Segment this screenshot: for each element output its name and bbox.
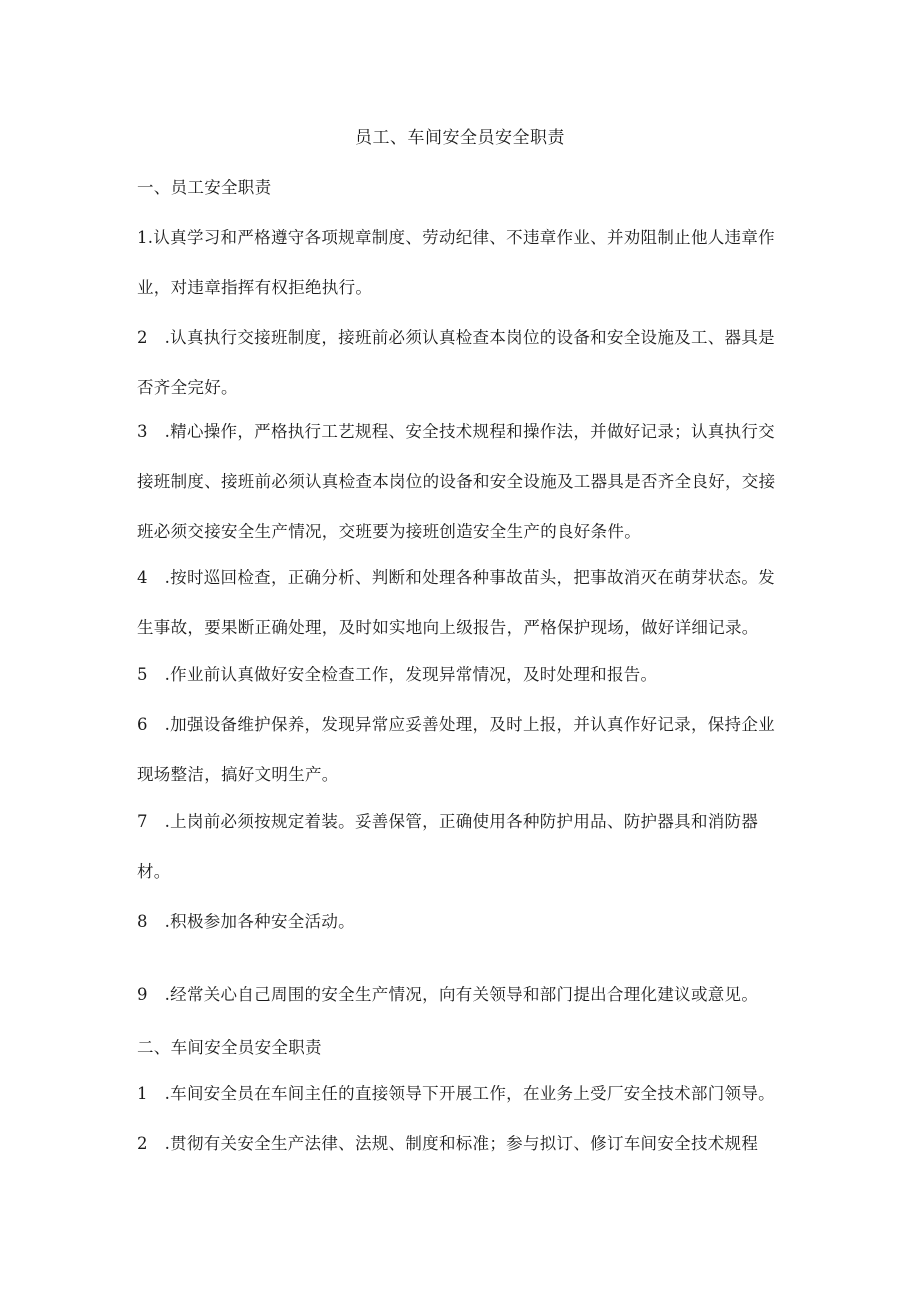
paragraph-line: 业，对违章指挥有权拒绝执行。 (137, 278, 373, 297)
paragraph-line: 2 .认真执行交接班制度，接班前必须认真检查本岗位的设备和安全设施及工、器具是 (137, 328, 775, 347)
paragraph-line: 4 .按时巡回检查，正确分析、判断和处理各种事故苗头，把事故消灭在萌芽状态。发 (137, 568, 775, 587)
paragraph-item-s2-2 (137, 1132, 787, 1182)
paragraph-line: 6 .加强设备维护保养，发现异常应妥善处理，及时上报，并认真作好记录，保持企业 (137, 715, 775, 734)
paragraph-line: 5 .作业前认真做好安全检查工作，发现异常情况，及时处理和报告。 (137, 665, 658, 684)
paragraph-line: 生事故，要果断正确处理，及时如实地向上级报告，严格保护现场，做好详细记录。 (137, 618, 759, 637)
paragraph-item-5 (137, 663, 787, 713)
paragraph-line: 材。 (137, 862, 171, 881)
paragraph-item-3 (137, 420, 787, 570)
paragraph-item-6 (137, 713, 787, 813)
document-title: 员工、车间安全员安全职责 (355, 128, 565, 148)
paragraph-line: 8 .积极参加各种安全活动。 (137, 912, 355, 931)
paragraph-item-2 (137, 326, 787, 426)
paragraph-item-s2-1 (137, 1082, 787, 1132)
paragraph-line: 9 .经常关心自己周围的安全生产情况，向有关领导和部门提出合理化建议或意见。 (137, 985, 759, 1004)
paragraph-line: 否齐全完好。 (137, 378, 238, 397)
paragraph-line: 7 .上岗前必须按规定着装。妥善保管，正确使用各种防护用品、防护器具和消防器 (137, 812, 759, 831)
section-heading-workshop-safety-officer: 二、车间安全员安全职责 (137, 1038, 322, 1057)
paragraph-line: 班必须交接安全生产情况，交班要为接班创造安全生产的良好条件。 (137, 522, 641, 541)
paragraph-item-1 (137, 226, 787, 326)
paragraph-item-9 (137, 983, 787, 1033)
paragraph-item-7 (137, 810, 787, 910)
paragraph-item-4 (137, 566, 787, 666)
paragraph-line: 1.认真学习和严格遵守各项规章制度、劳动纪律、不违章作业、并劝阻制止他人违章作 (137, 228, 775, 247)
section-heading-employee: 一、员工安全职责 (137, 178, 272, 197)
paragraph-line: 现场整洁，搞好文明生产。 (137, 765, 339, 784)
paragraph-line: 2 .贯彻有关安全生产法律、法规、制度和标准；参与拟订、修订车间安全技术规程 (137, 1134, 759, 1153)
paragraph-item-8 (137, 910, 787, 960)
paragraph-line: 接班制度、接班前必须认真检查本岗位的设备和安全设施及工器具是否齐全良好，交接 (137, 472, 776, 491)
paragraph-line: 3 .精心操作，严格执行工艺规程、安全技术规程和操作法，并做好记录；认真执行交 (137, 422, 775, 441)
paragraph-line: 1 .车间安全员在车间主任的直接领导下开展工作，在业务上受厂安全技术部门领导。 (137, 1084, 775, 1103)
